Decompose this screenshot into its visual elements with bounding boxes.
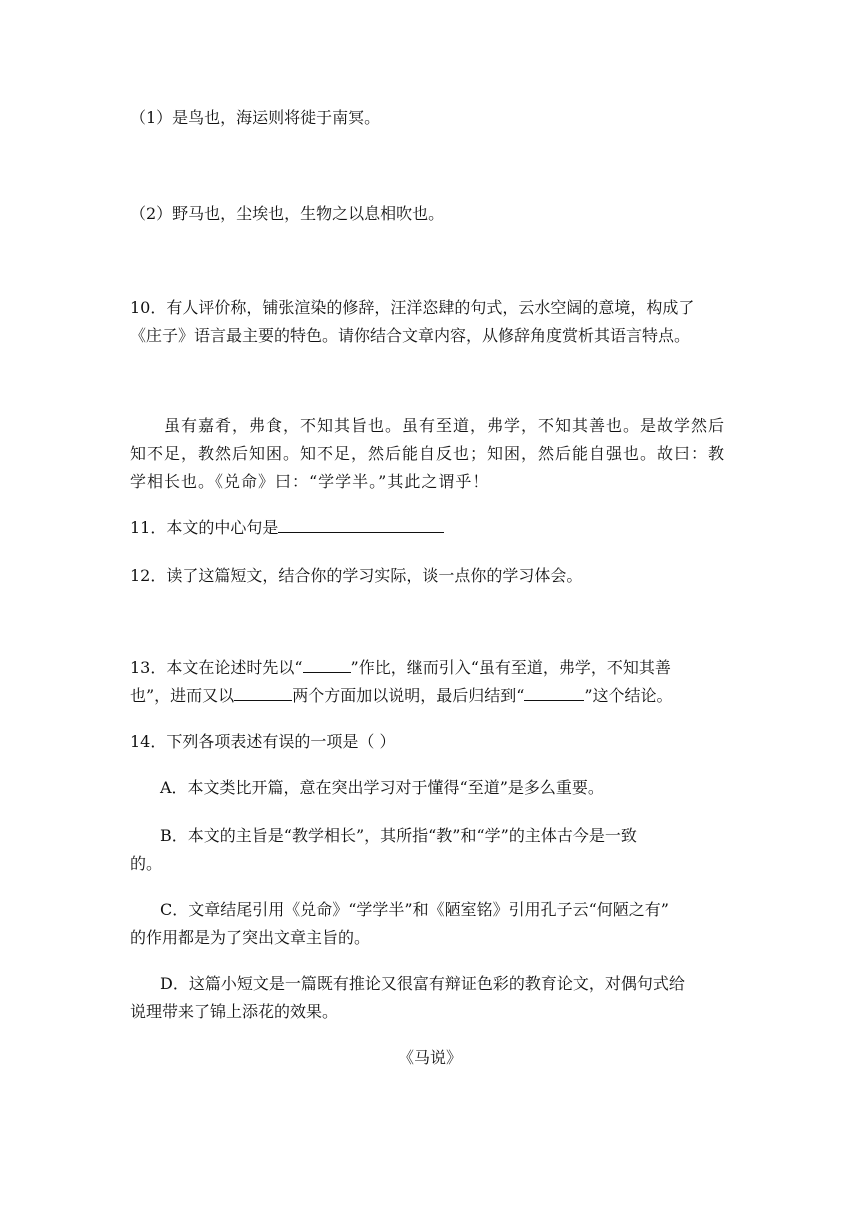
passage-line-2: 知不足，教然后知困。知不足，然后能自反也；知困，然后能自强也。故曰：教 [130, 444, 726, 463]
next-passage-title: 《马说》 [397, 1048, 462, 1067]
answer-blank[interactable] [524, 682, 584, 701]
option-a[interactable]: A．本文类比开篇，意在突出学习对于懂得“至道”是多么重要。 [160, 778, 604, 797]
question-10-line-2: 《庄子》语言最主要的特色。请你结合文章内容，从修辞角度赏析其语言特点。 [130, 326, 691, 345]
option-c-line-2[interactable]: 的作用都是为了突出文章主旨的。 [130, 928, 371, 947]
option-d-line-2[interactable]: 说理带来了锦上添花的效果。 [130, 1002, 339, 1021]
option-b-line-2[interactable]: 的。 [130, 854, 163, 873]
question-13-text-d: 两个方面加以说明，最后归结到“ [292, 686, 525, 705]
question-10-line-1: 10．有人评价称，铺张渲染的修辞，汪洋恣肆的句式，云水空阔的意境，构成了 [130, 298, 695, 317]
question-11-text: 11．本文的中心句是 [130, 518, 279, 537]
question-13-text-b: ”作比，继而引入“虽有至道，弗学，不知其善 [350, 658, 671, 677]
question-item-1: （1）是鸟也，海运则将徙于南冥。 [130, 108, 381, 127]
question-13-line-2 [130, 682, 673, 710]
option-d-line-1[interactable]: D．这篇小短文是一篇既有推论又很富有辩证色彩的教育论文，对偶句式给 [160, 974, 685, 993]
question-item-2: （2）野马也，尘埃也，生物之以息相吹也。 [130, 204, 445, 223]
question-14: 14．下列各项表述有误的一项是（ ） [130, 732, 396, 751]
answer-blank[interactable] [278, 514, 444, 533]
option-b-line-1[interactable]: B．本文的主旨是“教学相长”，其所指“教”和“学”的主体古今是一致 [160, 826, 637, 845]
passage-line-1: 虽有嘉肴，弗食，不知其旨也。虽有至道，弗学，不知其善也。是故学然后 [164, 416, 726, 435]
question-11 [130, 514, 444, 542]
question-13-text-a: 13．本文在论述时先以“ [130, 658, 303, 677]
question-13-text-e: ”这个结论。 [584, 686, 673, 705]
passage-line-3: 学相长也。《兑命》曰：“学学半。”其此之谓乎！ [130, 472, 490, 491]
option-c-line-1[interactable]: C．文章结尾引用《兑命》“学学半”和《陋室铭》引用孔子云“何陋之有” [160, 900, 669, 919]
answer-blank[interactable] [234, 682, 292, 701]
question-13-line-1 [130, 654, 671, 682]
answer-blank[interactable] [303, 654, 351, 673]
question-12: 12．读了这篇短文，结合你的学习实际，谈一点你的学习体会。 [130, 566, 583, 585]
question-13-text-c: 也”，进而又以 [130, 686, 235, 705]
